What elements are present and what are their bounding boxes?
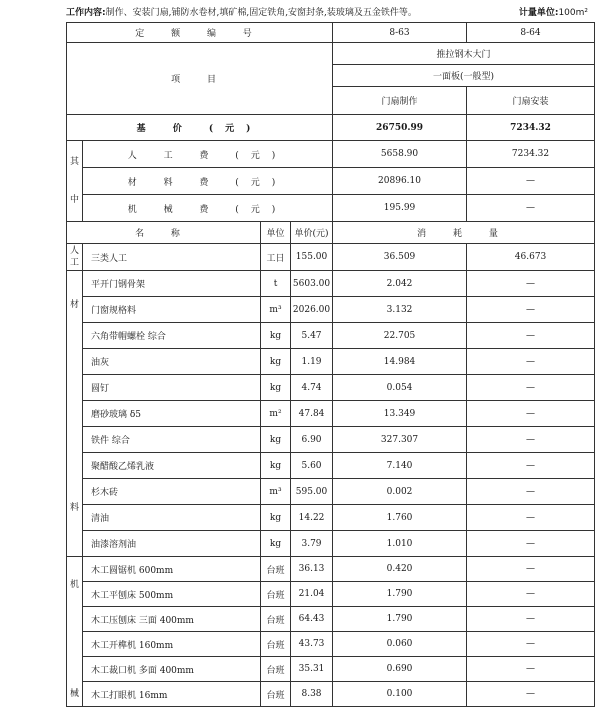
resource-row: [67, 607, 595, 632]
resource-name: 木工打眼机 16mm: [83, 682, 261, 707]
resource-name: 平开门钢骨架: [83, 271, 261, 297]
cost-label: [83, 168, 333, 195]
page-header: [66, 5, 594, 21]
materials-group-top: 材: [69, 300, 79, 310]
consumption-installation: —: [467, 297, 595, 323]
cost-installation: —: [467, 195, 595, 222]
base-price-row: [67, 115, 595, 141]
resource-price: 155.00: [291, 244, 333, 271]
product-name: 推拉钢木大门: [333, 43, 595, 65]
resource-name: 油漆溶剂油: [83, 531, 261, 557]
resource-row: [67, 453, 595, 479]
resource-unit: kg: [261, 375, 291, 401]
consumption-fabrication: 0.054: [333, 375, 467, 401]
resource-unit: 工日: [261, 244, 291, 271]
resource-price: 5.47: [291, 323, 333, 349]
resource-name: 木工圆锯机 600mm: [83, 557, 261, 582]
resource-price: 3.79: [291, 531, 333, 557]
breakdown-group-top: 其: [69, 157, 79, 167]
consumption-installation: —: [467, 323, 595, 349]
resource-row: [67, 531, 595, 557]
consumption-fabrication: 2.042: [333, 271, 467, 297]
resource-price: 4.74: [291, 375, 333, 401]
materials-group-label: [67, 271, 83, 557]
consumption-installation: —: [467, 401, 595, 427]
resource-price: 5603.00: [291, 271, 333, 297]
resource-price: 21.04: [291, 582, 333, 607]
cost-label: [83, 141, 333, 168]
labor-group-label-bottom: 工: [69, 258, 79, 268]
consumption-installation: —: [467, 657, 595, 682]
resource-name: 木工裁口机 多面 400mm: [83, 657, 261, 682]
resource-name: 木工开榫机 160mm: [83, 632, 261, 657]
consumption-fabrication: 36.509: [333, 244, 467, 271]
resource-name: 聚醋酸乙烯乳液: [83, 453, 261, 479]
consumption-fabrication: 1.790: [333, 607, 467, 632]
resource-name: 清油: [83, 505, 261, 531]
base-price-installation: 7234.32: [467, 115, 595, 141]
machinery-group-top: 机: [69, 580, 79, 590]
resource-price: 64.43: [291, 607, 333, 632]
quota-code-1: 8-63: [333, 23, 467, 43]
measurement-unit: [519, 5, 588, 21]
cost-label-text: 机 械 费 (元): [127, 204, 288, 215]
resource-price: 47.84: [291, 401, 333, 427]
resource-price: 43.73: [291, 632, 333, 657]
cost-breakdown-row: [67, 168, 595, 195]
resource-unit: kg: [261, 323, 291, 349]
resource-price: 6.90: [291, 427, 333, 453]
resource-unit: 台班: [261, 582, 291, 607]
resource-row: [67, 682, 595, 707]
resource-name: 圆钉: [83, 375, 261, 401]
cost-breakdown-row: [67, 141, 595, 168]
resource-row: [67, 557, 595, 582]
consumption-installation: —: [467, 607, 595, 632]
cost-breakdown-row: [67, 195, 595, 222]
resource-row: [67, 244, 595, 271]
consumption-fabrication: 13.349: [333, 401, 467, 427]
resource-price: 35.31: [291, 657, 333, 682]
consumption-fabrication: 0.690: [333, 657, 467, 682]
resource-row: [67, 582, 595, 607]
unit-value: 100m²: [558, 8, 588, 18]
consumption-installation: 46.673: [467, 244, 595, 271]
consumption-installation: —: [467, 375, 595, 401]
column-header-row: [67, 222, 595, 244]
cost-label-text: 材 料 费 (元): [127, 177, 288, 188]
labor-group-label: [67, 244, 83, 271]
consumption-fabrication: 1.790: [333, 582, 467, 607]
cost-label-text: 人 工 费 (元): [127, 150, 288, 161]
consumption-fabrication: 0.100: [333, 682, 467, 707]
base-price-label: 基 价 (元): [67, 115, 333, 141]
cost-installation: —: [467, 168, 595, 195]
resource-name: 木工平刨床 500mm: [83, 582, 261, 607]
resource-row: [67, 632, 595, 657]
resource-row: [67, 271, 595, 297]
consumption-installation: —: [467, 682, 595, 707]
quota-table: [66, 22, 595, 707]
resource-name: 磨砂玻璃 δ5: [83, 401, 261, 427]
resource-unit: kg: [261, 349, 291, 375]
resource-row: [67, 401, 595, 427]
resource-unit: kg: [261, 453, 291, 479]
machinery-group-label: [67, 557, 83, 707]
consumption-fabrication: 3.132: [333, 297, 467, 323]
consumption-fabrication: 0.060: [333, 632, 467, 657]
resource-row: [67, 479, 595, 505]
item-label: 项 目: [67, 43, 333, 115]
consumption-fabrication: 14.984: [333, 349, 467, 375]
breakdown-group-label: [67, 141, 83, 222]
resource-unit: kg: [261, 531, 291, 557]
column-name: [67, 222, 261, 244]
operation-fabrication: 门扇制作: [333, 87, 467, 115]
consumption-installation: —: [467, 582, 595, 607]
resource-unit: 台班: [261, 682, 291, 707]
quota-number-row: [67, 23, 595, 43]
unit-label: 计量单位:: [518, 8, 559, 18]
resource-price: 2026.00: [291, 297, 333, 323]
consumption-installation: —: [467, 271, 595, 297]
resource-price: 595.00: [291, 479, 333, 505]
cost-installation: 7234.32: [467, 141, 595, 168]
resource-unit: kg: [261, 505, 291, 531]
resource-row: [67, 297, 595, 323]
consumption-installation: —: [467, 557, 595, 582]
consumption-installation: —: [467, 349, 595, 375]
column-consumption-text: 消 耗 量: [417, 229, 510, 239]
spacer: [67, 171, 82, 191]
consumption-installation: —: [467, 632, 595, 657]
consumption-fabrication: 22.705: [333, 323, 467, 349]
breakdown-group-bottom: 中: [69, 195, 79, 205]
resource-price: 36.13: [291, 557, 333, 582]
resource-price: 1.19: [291, 349, 333, 375]
resource-name: 杉木砖: [83, 479, 261, 505]
resource-name: 三类人工: [83, 244, 261, 271]
resource-unit: kg: [261, 427, 291, 453]
base-price-fabrication: 26750.99: [333, 115, 467, 141]
product-variant: 一面板(一般型): [333, 65, 595, 87]
cost-fabrication: 195.99: [333, 195, 467, 222]
resource-row: [67, 427, 595, 453]
resource-unit: 台班: [261, 657, 291, 682]
column-consumption: [333, 222, 595, 244]
cost-fabrication: 5658.90: [333, 141, 467, 168]
consumption-installation: —: [467, 505, 595, 531]
resource-unit: 台班: [261, 632, 291, 657]
cost-label: [83, 195, 333, 222]
resource-row: [67, 657, 595, 682]
consumption-installation: —: [467, 479, 595, 505]
materials-group-bottom: 料: [69, 503, 79, 513]
resource-name: 六角带帽螺栓 综合: [83, 323, 261, 349]
resource-unit: m³: [261, 297, 291, 323]
resource-name: 油灰: [83, 349, 261, 375]
work-content-label: 工作内容:: [66, 8, 106, 18]
consumption-installation: —: [467, 453, 595, 479]
resource-unit: m²: [261, 401, 291, 427]
resource-price: 5.60: [291, 453, 333, 479]
cost-fabrication: 20896.10: [333, 168, 467, 195]
resource-unit: 台班: [261, 557, 291, 582]
resource-row: [67, 349, 595, 375]
labor-group-label-top: 人: [69, 246, 79, 256]
resource-name: 铁件 综合: [83, 427, 261, 453]
consumption-installation: —: [467, 531, 595, 557]
resource-unit: m³: [261, 479, 291, 505]
resource-name: 门窗规格料: [83, 297, 261, 323]
resource-price: 14.22: [291, 505, 333, 531]
resource-row: [67, 323, 595, 349]
consumption-fabrication: 1.760: [333, 505, 467, 531]
operation-installation: 门扇安装: [467, 87, 595, 115]
consumption-fabrication: 327.307: [333, 427, 467, 453]
column-name-text: 名 称: [135, 229, 192, 239]
consumption-fabrication: 0.420: [333, 557, 467, 582]
consumption-fabrication: 0.002: [333, 479, 467, 505]
machinery-group-bottom: 械: [69, 689, 79, 699]
work-content-text: 制作、安装门扇,铺防水卷材,填矿棉,固定铁角,安窗封条,装玻璃及五金铁件等。: [105, 8, 417, 18]
resource-unit: t: [261, 271, 291, 297]
resource-price: 8.38: [291, 682, 333, 707]
column-price: 单价(元): [291, 222, 333, 244]
column-unit: 单位: [261, 222, 291, 244]
resource-row: [67, 375, 595, 401]
quota-code-2: 8-64: [467, 23, 595, 43]
quota-number-label: 定 额 编 号: [67, 23, 333, 43]
consumption-installation: —: [467, 427, 595, 453]
consumption-fabrication: 7.140: [333, 453, 467, 479]
consumption-fabrication: 1.010: [333, 531, 467, 557]
resource-unit: 台班: [261, 607, 291, 632]
product-row: [67, 43, 595, 65]
resource-name: 木工压刨床 三面 400mm: [83, 607, 261, 632]
resource-row: [67, 505, 595, 531]
